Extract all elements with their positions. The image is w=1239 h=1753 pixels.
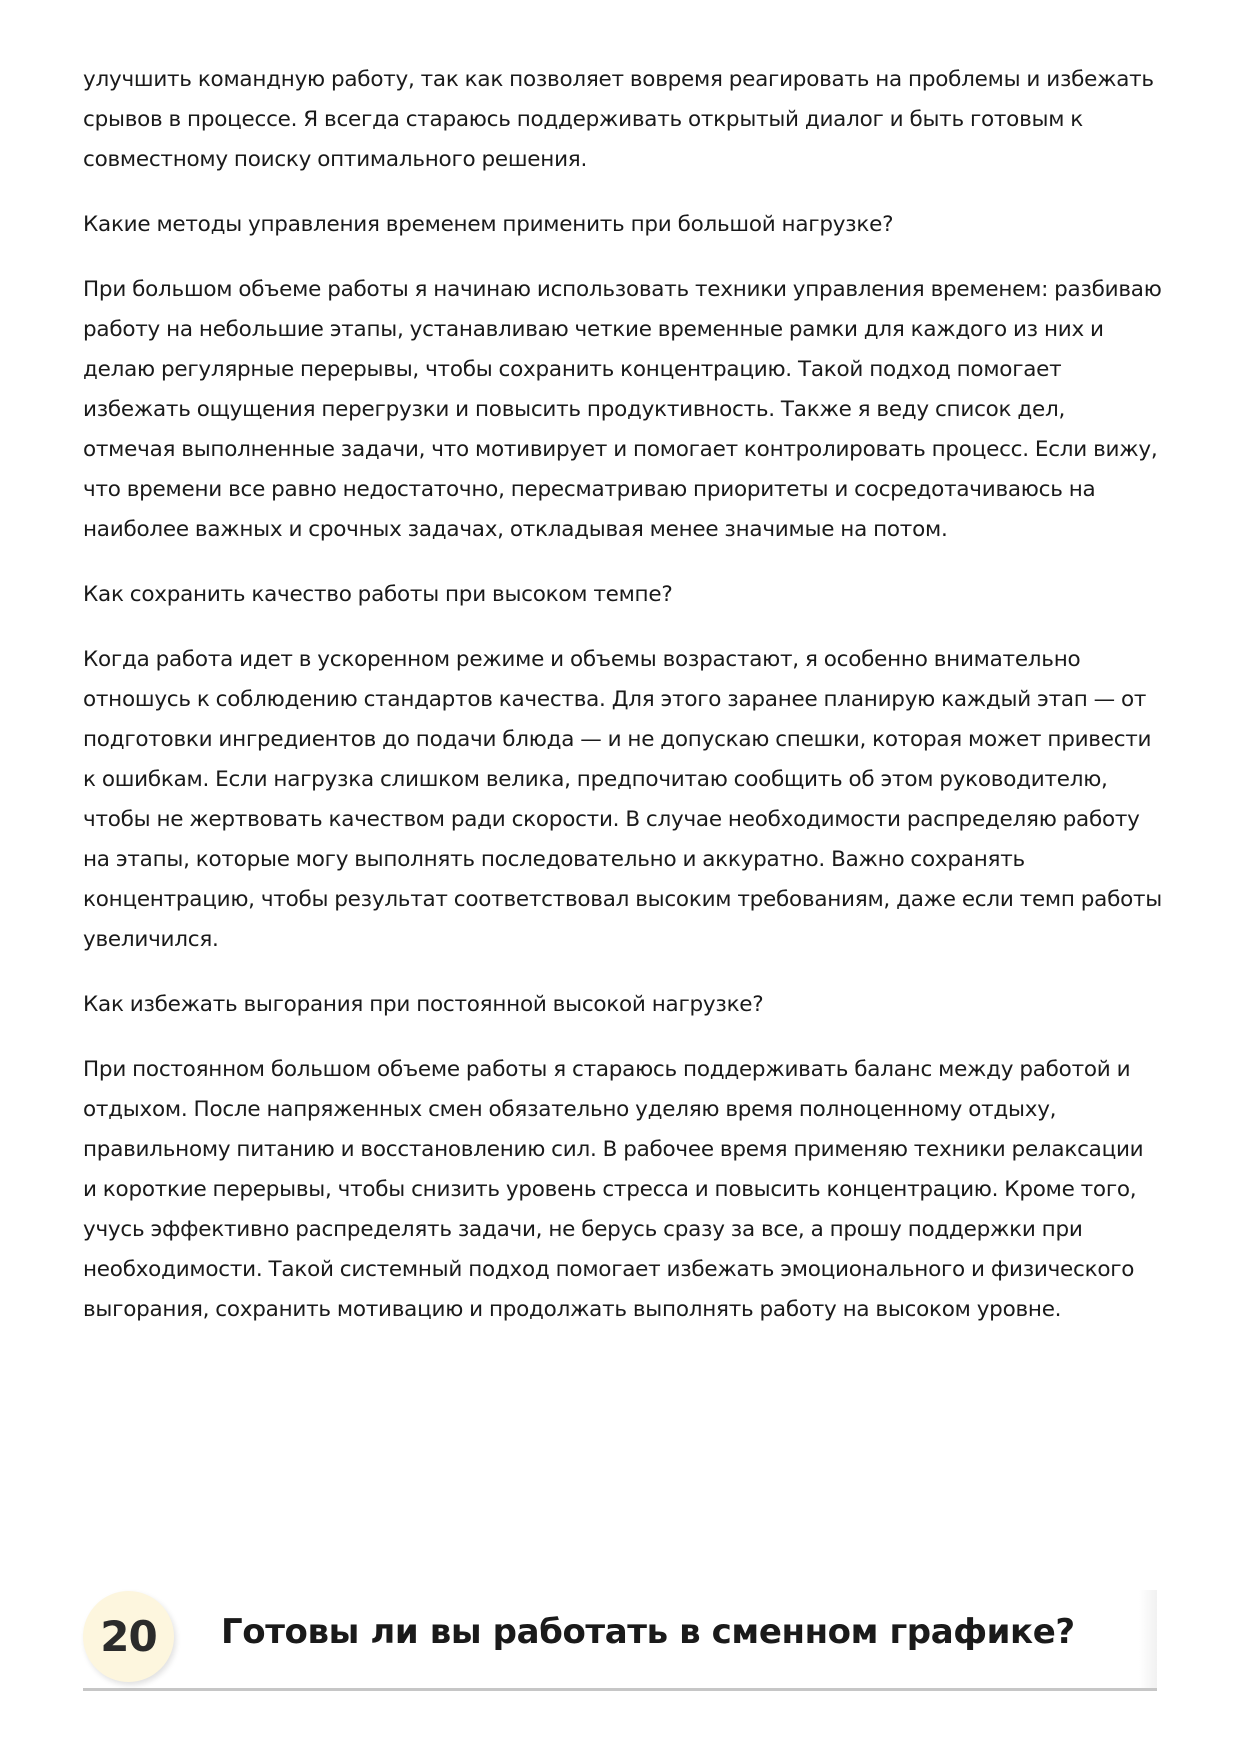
qa-item-3	[83, 985, 1163, 1330]
heading-shadow	[1139, 1590, 1157, 1688]
page-content	[83, 60, 1163, 1355]
answer-text: Когда работа идет в ускоренном режиме и объемы возрастают, я особенно внимательно отношусь к соблюдению стандартов качества. Для этого заранее планирую каждый этап — от подготовки ингредиентов до подачи блюда — и не допускаю спешки, которая может привести к ошибкам. Если нагрузка слишком велика, предпочитаю сообщить об этом руководителю, чтобы не жертвовать качеством ради скорости. В случае необходимости распределяю работу на этапы, которые могу выполнять последовательно и аккуратно. Важно сохранять концентрацию, чтобы результат соответствовал высоким требованиям, даже если темп работы увеличился.	[83, 647, 1163, 952]
section-number: 20	[100, 1612, 157, 1661]
qa-item-1	[83, 205, 1163, 550]
section-number-badge	[83, 1591, 174, 1682]
intro-paragraph: улучшить командную работу, так как позволяет вовремя реагировать на проблемы и избежать срывов в процессе. Я всегда стараюсь поддерживать открытый диалог и быть готовым к совместному поиску оптимального решения.	[83, 67, 1154, 172]
question-text: Как избежать выгорания при постоянной высокой нагрузке?	[83, 992, 764, 1017]
answer-text: При большом объеме работы я начинаю использовать техники управления временем: разбиваю работу на небольшие этапы, устанавливаю четкие временные рамки для каждого из них и делаю регулярные перерывы, чтобы сохранить концентрацию. Такой подход помогает избежать ощущения перегрузки и повысить продуктивность. Также я веду список дел, отмечая выполненные задачи, что мотивирует и помогает контролировать процесс. Если вижу, что времени все равно недостаточно, пересматриваю приоритеты и сосредотачиваюсь на наиболее важных и срочных задачах, откладывая менее значимые на потом.	[83, 277, 1162, 542]
question-text: Как сохранить качество работы при высоком темпе?	[83, 582, 673, 607]
section-heading	[83, 1590, 1157, 1691]
question-text: Какие методы управления временем применить при большой нагрузке?	[83, 212, 894, 237]
answer-text: При постоянном большом объеме работы я стараюсь поддерживать баланс между работой и отдыхом. После напряженных смен обязательно уделяю время полноценному отдыху, правильному питанию и восстановлению сил. В рабочее время применяю техники релаксации и короткие перерывы, чтобы снизить уровень стресса и повысить концентрацию. Кроме того, учусь эффективно распределять задачи, не берусь сразу за все, а прошу поддержки при необходимости. Такой системный подход помогает избежать эмоционального и физического выгорания, сохранить мотивацию и продолжать выполнять работу на высоком уровне.	[83, 1057, 1144, 1322]
section-title: Готовы ли вы работать в сменном графике?	[221, 1612, 1075, 1652]
qa-item-2	[83, 575, 1163, 960]
